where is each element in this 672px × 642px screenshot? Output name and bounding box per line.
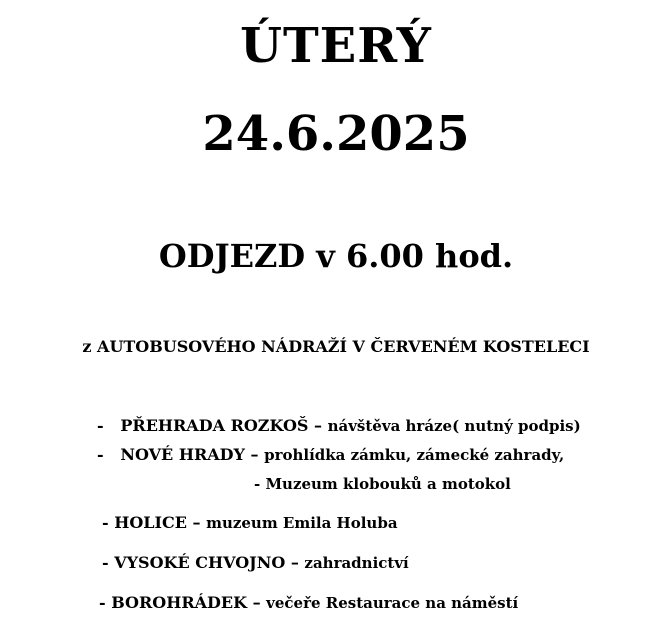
list-dash: - bbox=[99, 593, 112, 612]
stop-detail: - Muzeum klobouků a motokol bbox=[254, 475, 511, 493]
departure-origin: z AUTOBUSOVÉHO NÁDRAŽÍ V ČERVENÉM KOSTELECI bbox=[82, 337, 590, 356]
stop-separator: – bbox=[285, 553, 305, 572]
list-dash: - bbox=[97, 416, 121, 435]
stop-name: NOVÉ HRADY bbox=[120, 445, 245, 464]
stop-detail: večeře Restaurace na náměstí bbox=[266, 594, 519, 612]
departure-time: ODJEZD v 6.00 hod. bbox=[158, 237, 514, 275]
stop-name: BOROHRÁDEK bbox=[111, 593, 248, 612]
itinerary-item bbox=[99, 591, 518, 615]
stop-separator: – bbox=[244, 445, 265, 464]
stop-separator: – bbox=[186, 513, 207, 532]
stop-name: VYSOKÉ CHVOJNO bbox=[114, 553, 286, 572]
stop-name: HOLICE bbox=[114, 513, 187, 532]
stop-detail: návštěva hráze( nutný podpis) bbox=[327, 417, 581, 435]
stop-detail: prohlídka zámku, zámecké zahrady, bbox=[264, 446, 565, 464]
stop-detail: muzeum Emila Holuba bbox=[206, 514, 398, 532]
stop-detail: zahradnictví bbox=[304, 554, 409, 572]
stop-separator: – bbox=[308, 416, 328, 435]
list-dash: - bbox=[102, 513, 115, 532]
itinerary-item bbox=[102, 511, 398, 535]
day-heading: ÚTERÝ bbox=[240, 18, 432, 74]
itinerary-item bbox=[102, 551, 409, 575]
date-heading: 24.6.2025 bbox=[202, 106, 470, 162]
stop-separator: – bbox=[247, 593, 267, 612]
list-dash: - bbox=[97, 445, 121, 464]
itinerary-item-continuation bbox=[254, 472, 511, 496]
list-dash: - bbox=[102, 553, 115, 572]
stop-name: PŘEHRADA ROZKOŠ bbox=[120, 416, 309, 435]
itinerary-item bbox=[97, 414, 581, 438]
itinerary-item bbox=[97, 443, 564, 467]
